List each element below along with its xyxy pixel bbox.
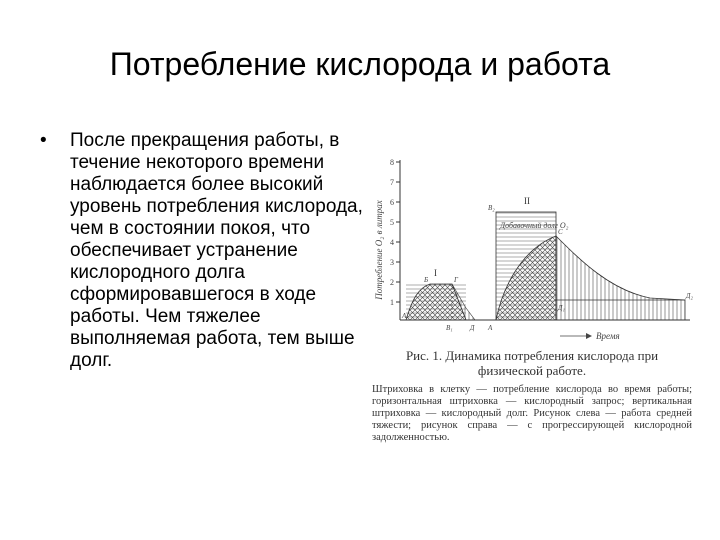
y-tick-label: 4 bbox=[390, 238, 394, 247]
y-tick-label: 6 bbox=[390, 198, 394, 207]
point-label: Г bbox=[454, 276, 458, 284]
point-label: А bbox=[488, 324, 493, 332]
point-label: Д₂ bbox=[686, 292, 693, 300]
point-label: А bbox=[402, 312, 407, 320]
point-label: В₂ bbox=[488, 204, 495, 212]
y-ticks bbox=[390, 158, 400, 307]
y-tick-label: 8 bbox=[390, 158, 394, 167]
caption-body: Штриховка в клетку — потребление кислорода во время работы; горизонтальная штриховка — кислородный запрос; вертикальная штриховка — кислородный долг. Рисунок слева — работа средней тяжести; рисунок справа — с прогрессирующей кислородной задолженностью. bbox=[372, 384, 692, 443]
bullet-text: После прекращения работы, в течение некоторого времени наблюдается более высокий уровень потребления кислорода, чем в состоянии покоя, что обеспечивает устранение кислородного долга сформировавшегося в ходе работы. Чем тяжелее выполняемая работа, тем выше долг. bbox=[70, 130, 363, 371]
right-debt-area bbox=[556, 236, 685, 320]
roman-label: I bbox=[434, 268, 437, 278]
point-label: Д₁ bbox=[558, 304, 565, 312]
y-tick-label: 1 bbox=[390, 298, 394, 307]
y-tick-label: 5 bbox=[390, 218, 394, 227]
x-axis-label: Время bbox=[596, 331, 620, 341]
oxygen-diagram bbox=[360, 140, 700, 350]
time-axis-arrow bbox=[560, 331, 620, 341]
point-label: В₁ bbox=[446, 324, 453, 332]
point-label: Б bbox=[424, 276, 429, 284]
roman-label: II bbox=[524, 196, 530, 206]
slide-title: Потребление кислорода и работа bbox=[109, 46, 611, 82]
y-axis-label: Потребление O₂ в литрах bbox=[374, 200, 384, 300]
figure-caption bbox=[372, 348, 692, 444]
bullet-marker: • bbox=[40, 130, 47, 151]
caption-title: Рис. 1. Динамика потребления кислорода при физической работе. bbox=[405, 348, 659, 378]
y-tick-label: 2 bbox=[390, 278, 394, 287]
debt-annotation: Добавочный долг O₂ bbox=[500, 221, 569, 230]
point-label: Д bbox=[470, 324, 475, 332]
y-tick-label: 3 bbox=[390, 258, 394, 267]
point-label: С bbox=[558, 228, 563, 236]
y-tick-label: 7 bbox=[390, 178, 394, 187]
